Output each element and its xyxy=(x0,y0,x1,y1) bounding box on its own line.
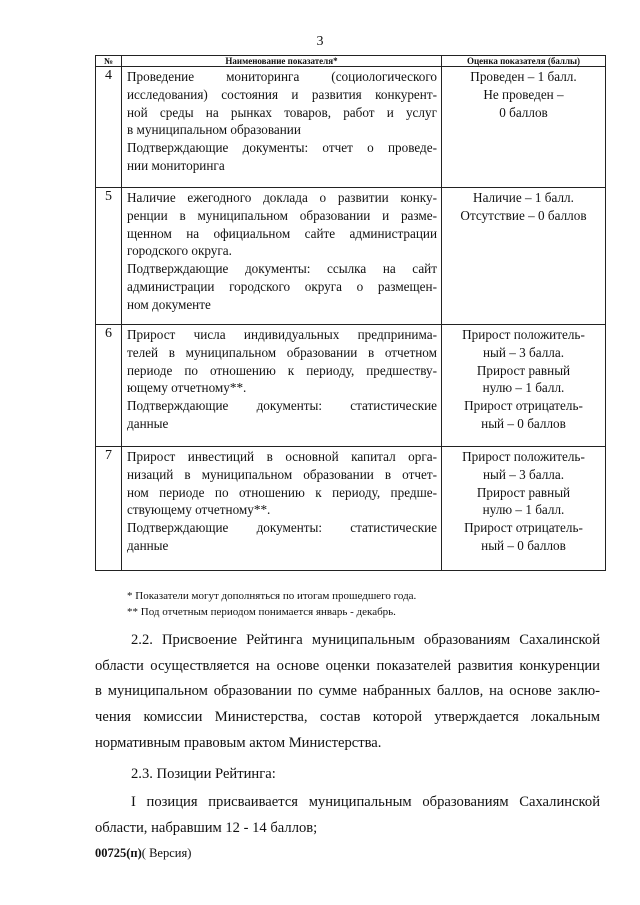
text-line: ный – 3 балла. xyxy=(482,466,565,482)
text-line: нии мониторинга xyxy=(127,157,225,173)
text-line: Подтверждающие документы: отчет о проведе- xyxy=(127,140,437,156)
document-id xyxy=(95,846,191,861)
text-line: Наличие – 1 балл. xyxy=(473,190,574,205)
indicators-table xyxy=(95,55,606,571)
document-version: ( Версия) xyxy=(141,846,192,860)
table-row xyxy=(96,188,606,325)
text-line: низаций в муниципальном образовании в отчет- xyxy=(127,466,437,482)
text-line: данные xyxy=(127,537,169,553)
text-line: Прирост отрицатель- xyxy=(464,398,583,414)
text-line: щенном на официальном сайте администрации xyxy=(127,225,437,241)
text-line: 0 баллов xyxy=(499,104,548,120)
text-line: Проведение мониторинга (социологического xyxy=(127,69,437,84)
text-line: I позиция присваивается муниципальным образованиям Сахалинской xyxy=(131,794,600,810)
table-row xyxy=(96,325,606,447)
text-line: Проведен – 1 балл. xyxy=(470,69,577,84)
text-line: телей в муниципальном образовании в отчетном xyxy=(127,344,437,360)
indicator-score xyxy=(442,325,606,447)
row-number: 4 xyxy=(96,67,122,188)
text-line: нормативным правовым актом Министерства. xyxy=(95,734,382,751)
text-line: Прирост положитель- xyxy=(462,449,585,464)
row-number: 7 xyxy=(96,447,122,571)
paragraph-2-3 xyxy=(95,762,600,788)
text-line: ном периоде по отношению к периоду, предше- xyxy=(127,484,437,500)
table-row xyxy=(96,67,606,188)
text-line: ный – 0 баллов xyxy=(481,415,566,431)
text-line: ный – 0 баллов xyxy=(481,537,566,553)
text-line: Подтверждающие документы: ссылка на сайт xyxy=(127,261,437,277)
text-line: чения комиссии Министерства, состав которой утверждается локальным xyxy=(95,709,600,726)
document-code: 00725(п) xyxy=(95,846,142,860)
header-indicator-score: Оценка показателя (баллы) xyxy=(442,56,606,67)
footnote: * Показатели могут дополняться по итогам прошедшего года. xyxy=(127,590,417,602)
text-line: 2.3. Позиции Рейтинга: xyxy=(131,766,276,782)
text-line: городского округа. xyxy=(127,243,232,259)
text-line: Прирост равный xyxy=(476,362,571,378)
text-line: Прирост отрицатель- xyxy=(464,520,583,536)
text-line: области осуществляется на основе оценки показателей развития конкуренции xyxy=(95,657,600,674)
text-line: нулю – 1 балл. xyxy=(482,380,565,396)
paragraph-position-1 xyxy=(95,790,600,841)
row-number: 6 xyxy=(96,325,122,447)
text-line: нулю – 1 балл. xyxy=(482,502,565,518)
paragraph-2-2 xyxy=(95,628,600,757)
text-line: ной среды на рынках товаров, работ и услуг xyxy=(127,104,437,120)
text-line: исследования) состояния и развития конкурент- xyxy=(127,86,437,102)
text-line: администрации городского округа о размещен- xyxy=(127,278,437,294)
text-line: Наличие ежегодного доклада о развитии конку- xyxy=(127,190,437,205)
text-line: Прирост числа индивидуальных предпринима- xyxy=(127,327,437,342)
text-line: ствующему отчетному**. xyxy=(127,502,271,518)
text-line: Отсутствие – 0 баллов xyxy=(460,207,587,223)
text-line: Не проведен – xyxy=(483,86,564,102)
header-indicator-name: Наименование показателя* xyxy=(122,56,442,67)
text-line: ющему отчетному**. xyxy=(127,380,247,396)
text-line: 2.2. Присвоение Рейтинга муниципальным образованиям Сахалинской xyxy=(131,632,600,648)
text-line: Подтверждающие документы: статистические xyxy=(127,520,437,536)
text-line: ренции в муниципальном образовании и разме- xyxy=(127,207,437,223)
row-number: 5 xyxy=(96,188,122,325)
text-line: области, набравшим 12 - 14 баллов; xyxy=(95,819,318,836)
indicator-name xyxy=(122,325,442,447)
text-line: Прирост равный xyxy=(476,484,571,500)
table-header-row xyxy=(96,56,606,67)
indicator-score xyxy=(442,67,606,188)
text-line: Прирост инвестиций в основной капитал орга- xyxy=(127,449,437,464)
text-line: в муниципальном образовании xyxy=(127,122,301,138)
text-line: Прирост положитель- xyxy=(462,327,585,342)
table-row xyxy=(96,447,606,571)
text-line: данные xyxy=(127,415,169,431)
text-line: ный – 3 балла. xyxy=(482,344,565,360)
text-line: ном документе xyxy=(127,296,211,312)
text-line: периоде по отношению к периоду, предшеству- xyxy=(127,362,437,378)
text-line: в муниципальном образовании по сумме набранных баллов, на основе заклю- xyxy=(95,683,600,700)
header-number: № xyxy=(96,56,122,67)
indicator-name xyxy=(122,188,442,325)
footnote: ** Под отчетным периодом понимается январь - декабрь. xyxy=(127,606,396,618)
indicator-name xyxy=(122,67,442,188)
indicator-score xyxy=(442,447,606,571)
indicator-name xyxy=(122,447,442,571)
text-line: Подтверждающие документы: статистические xyxy=(127,398,437,414)
footnotes xyxy=(127,588,416,620)
indicator-score xyxy=(442,188,606,325)
page-number: 3 xyxy=(316,34,324,49)
